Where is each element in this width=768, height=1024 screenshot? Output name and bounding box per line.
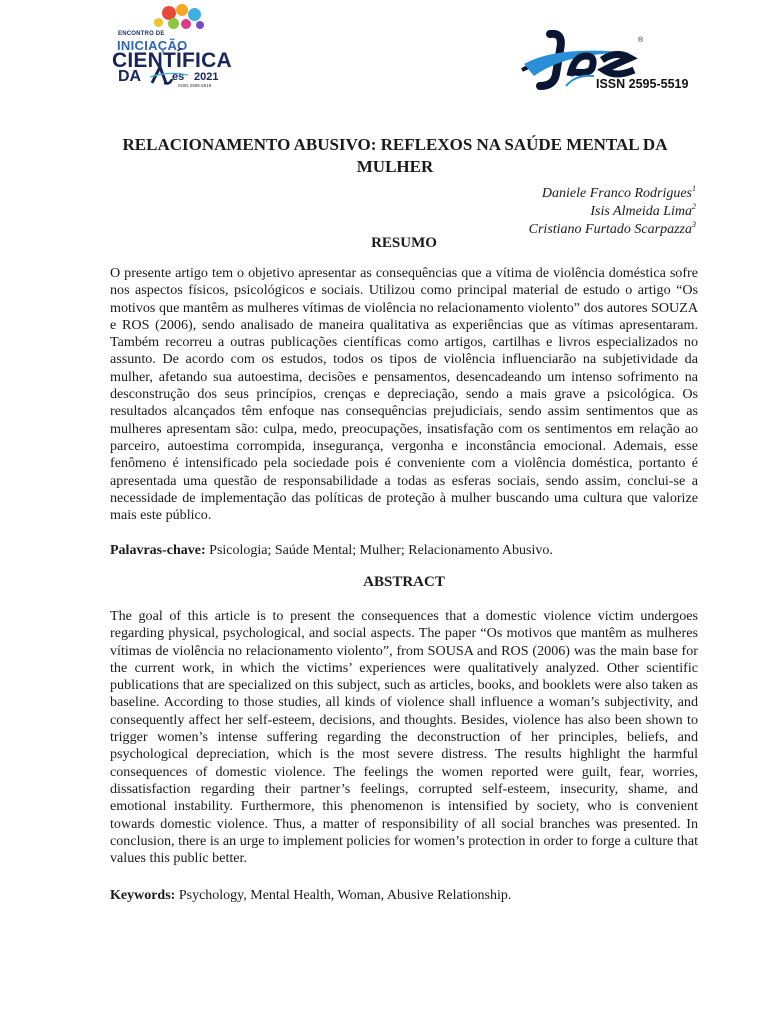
event-logo-line3: CIENTÍFICA bbox=[112, 49, 232, 72]
keywords bbox=[110, 887, 698, 905]
green-bubble-icon bbox=[168, 18, 179, 29]
svg-text:®: ® bbox=[638, 37, 644, 44]
event-logo-issn: ISSN 2595-5519 bbox=[178, 83, 212, 88]
palavras-chave bbox=[110, 542, 698, 560]
pink-bubble-icon bbox=[181, 19, 191, 29]
journal-logo bbox=[520, 30, 690, 96]
author-1: Daniele Franco Rodrigues$^1$ bbox=[541, 184, 696, 201]
resumo-text: O presente artigo tem o objetivo apresentar as consequências que a vítima de violência doméstica sofre nos aspectos físicos, psicológicos e sociais. Utilizou como principal material de estudo o artigo “Os motivos que mantêm as mulheres vítimas de violência no relacionamento violento” dos autores SOUZA e ROS (2006), sendo analisado de maneira qualitativa as experiências que as vítimas apresentaram. Também recorreu a outras publicações científicas como artigos, cartilhas e livros especializados no assunto. De acordo com os estudos, todos os tipos de violência influenciarão na subjetividade da mulher, afetando sua autoestima, decisões e pensamentos, desencadeando um intenso sofrimento na desconstrução dos seus princípios, crenças e depreciação, sendo a mais grave a psicológica. Os resultados alcançados têm enfoque nas consequências prejudiciais, sendo assim sentimentos que as mulheres apresentam são: culpa, medo, preocupações, insatisfação com os sentimentos em relação ao parceiro, autoestima corrompida, insegurança, vergonha e inconstância emocional. Ademais, esse fenômeno é intensificado pela sociedade pois é conveniente com a violência doméstica, portanto é apresentada uma questão de responsabilidade a todas as esferas sociais, sendo assim, conclui-se a necessidade de implementação das políticas de proteção à mulher buscando uma cultura que valorize mais este público. bbox=[110, 265, 698, 524]
abstract-text: The goal of this article is to present the consequences that a domestic violence victim undergoes regarding physical, psychological, and social aspects. The paper “Os motivos que mantêm as mulheres vítimas de violência no relacionamento violento”, from SOUSA and ROS (2006) was the main base for the current work, in which the victims’ experiences were qualitatively analyzed. Other scientific publications that are specialized on this subject, such as articles, books, and booklets were also taken as baseline. According to those studies, all kinds of violence shall influence a woman’s subjectivity, and consequently affect her self-esteem, decisions, and thoughts. Besides, violence has also been shown to trigger women’s intense suffering regarding the deconstruction of her principles, beliefs, and psychological depreciation, which is the most severe distress. The results highlight the harmful consequences of domestic violence. The feelings the women reported were guilt, fear, worries, dissatisfaction regarding their partner’s feelings, corrupted self-esteem, insecurity, shame, and emotional instability. Furthermore, this phenomenon is intensified by society, who is convenient towards domestic violence. Thus, a matter of responsibility of all social branches was presented. In conclusion, there is an urge to implement policies for women’s protection in order to forge a culture that values this public better. bbox=[110, 608, 698, 867]
palavras-chave-label: Palavras-chave: bbox=[110, 543, 206, 558]
author-list bbox=[529, 185, 696, 239]
paper-title-line2: MULHER bbox=[356, 157, 434, 176]
event-logo-line2: INICIAÇÃO bbox=[117, 38, 188, 53]
author-2: Isis Almeida Lima$^2$ bbox=[590, 202, 696, 219]
event-logo-year: 2021 bbox=[194, 71, 219, 83]
ajes-small-logo-icon bbox=[150, 65, 190, 85]
event-logo bbox=[104, 4, 234, 88]
orange-bubble-icon bbox=[176, 4, 188, 16]
event-logo-line4: DA bbox=[118, 68, 142, 85]
blue-bubble-icon bbox=[188, 8, 201, 21]
yellow-bubble-icon bbox=[154, 18, 163, 27]
abstract-heading: ABSTRACT bbox=[363, 574, 445, 590]
paper-title bbox=[100, 134, 690, 178]
palavras-chave-text: Psicologia; Saúde Mental; Mulher; Relacionamento Abusivo. bbox=[209, 543, 553, 558]
purple-bubble-icon bbox=[196, 21, 204, 29]
svg-text:es: es bbox=[172, 71, 185, 83]
resumo-heading: RESUMO bbox=[371, 235, 437, 251]
author-3: Cristiano Furtado Scarpazza$^3$ bbox=[528, 220, 696, 237]
keywords-text: Psychology, Mental Health, Woman, Abusive Relationship. bbox=[178, 888, 512, 903]
event-logo-line1: ENCONTRO DE bbox=[118, 31, 165, 37]
journal-issn: ISSN 2595-5519 bbox=[596, 77, 689, 91]
paper-title-line1: RELACIONAMENTO ABUSIVO: REFLEXOS NA SAÚDE MENTAL DA bbox=[122, 135, 668, 154]
keywords-label: Keywords: bbox=[110, 888, 176, 903]
